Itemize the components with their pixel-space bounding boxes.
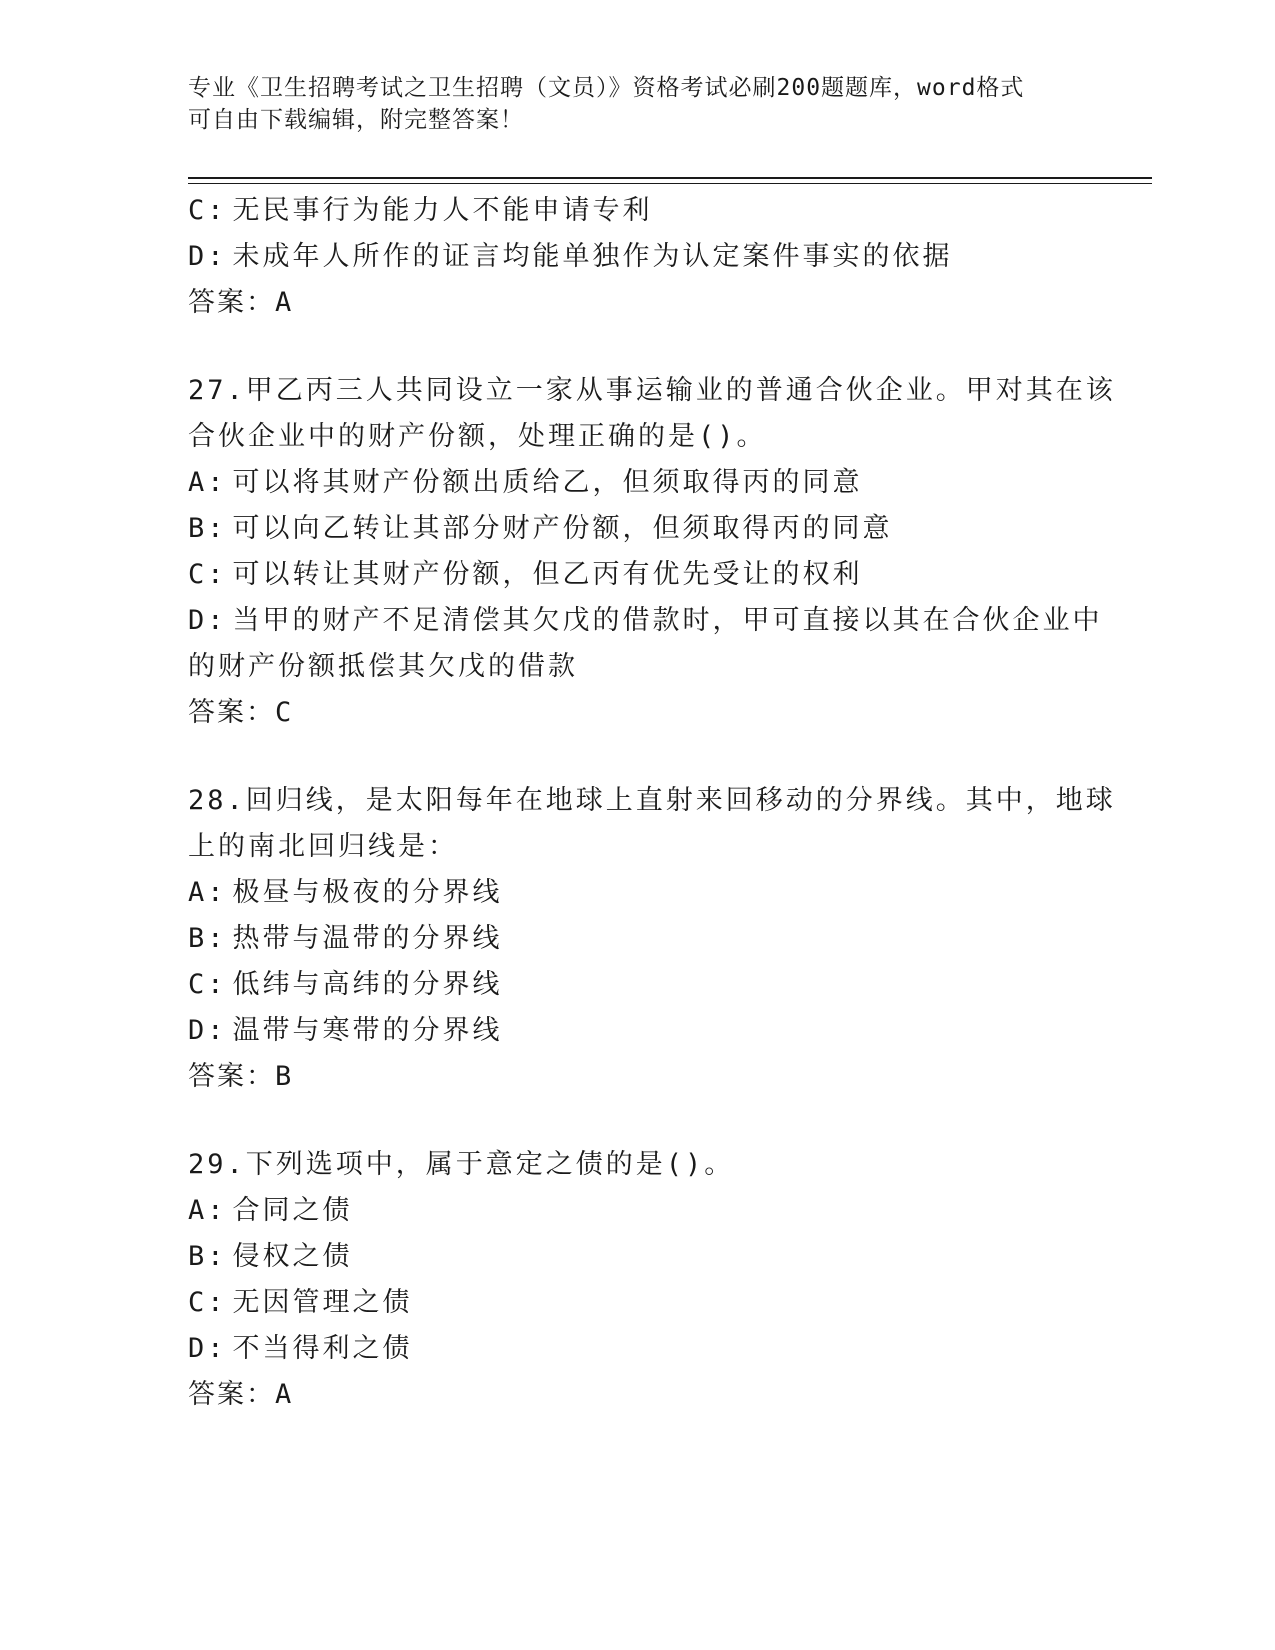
option-continuation: 的财产份额抵偿其欠戊的借款 (188, 651, 578, 682)
option-line (188, 460, 1088, 506)
option-text: 无民事行为能力人不能申请专利 (232, 195, 653, 226)
option-line (188, 234, 1088, 280)
option-text: 无因管理之债 (232, 1287, 413, 1318)
option-key: A: (188, 1195, 227, 1226)
option-key: D: (188, 241, 227, 272)
header-line-2: 可自由下载编辑，附完整答案！ (188, 107, 524, 133)
option-line (188, 1008, 1088, 1054)
answer-line: 答案：C (188, 697, 294, 728)
question-content (188, 188, 1116, 1418)
option-line (188, 552, 1088, 598)
option-line (188, 1280, 1088, 1326)
option-text: 可以向乙转让其部分财产份额，但须取得丙的同意 (232, 513, 893, 544)
option-text: 可以转让其财产份额，但乙丙有优先受让的权利 (232, 559, 863, 590)
answer-line: 答案：A (188, 287, 294, 318)
option-key: B: (188, 513, 227, 544)
header-line-1: 专业《卫生招聘考试之卫生招聘（文员）》资格考试必刷200题题库，word格式 (188, 75, 1025, 101)
option-text: 热带与温带的分界线 (232, 923, 503, 954)
question-stem: 27.甲乙丙三人共同设立一家从事运输业的普通合伙企业。甲对其在该 (188, 375, 1116, 406)
option-line (188, 1188, 1088, 1234)
question-stem: 合伙企业中的财产份额，处理正确的是()。 (188, 421, 767, 452)
option-line (188, 916, 1088, 962)
option-key: A: (188, 877, 227, 908)
option-text: 侵权之债 (232, 1241, 353, 1272)
question-stem: 上的南北回归线是： (188, 831, 458, 862)
option-key: C: (188, 195, 227, 226)
option-text: 未成年人所作的证言均能单独作为认定案件事实的依据 (232, 241, 953, 272)
option-text: 极昼与极夜的分界线 (232, 877, 503, 908)
option-text: 可以将其财产份额出质给乙，但须取得丙的同意 (232, 467, 863, 498)
option-line (188, 598, 1103, 644)
option-line (188, 870, 1088, 916)
header-divider-thin (188, 183, 1152, 184)
option-line (188, 188, 1088, 234)
option-text: 不当得利之债 (232, 1333, 413, 1364)
option-key: D: (188, 605, 227, 636)
header-divider-thick (188, 177, 1152, 179)
option-line (188, 506, 1088, 552)
option-key: B: (188, 1241, 227, 1272)
option-text: 低纬与高纬的分界线 (232, 969, 503, 1000)
option-text: 合同之债 (232, 1195, 353, 1226)
option-text: 当甲的财产不足清偿其欠戊的借款时，甲可直接以其在合伙企业中 (232, 605, 1103, 636)
option-line (188, 1326, 1088, 1372)
option-key: C: (188, 559, 227, 590)
option-text: 温带与寒带的分界线 (232, 1015, 503, 1046)
option-key: C: (188, 1287, 227, 1318)
answer-line: 答案：A (188, 1379, 294, 1410)
question-stem: 29.下列选项中，属于意定之债的是()。 (188, 1149, 735, 1180)
option-key: C: (188, 969, 227, 1000)
option-key: A: (188, 467, 227, 498)
option-key: D: (188, 1015, 227, 1046)
option-line (188, 1234, 1088, 1280)
answer-line: 答案：B (188, 1061, 294, 1092)
option-key: D: (188, 1333, 227, 1364)
option-key: B: (188, 923, 227, 954)
option-line (188, 962, 1088, 1008)
document-header (188, 72, 1068, 136)
question-stem: 28.回归线，是太阳每年在地球上直射来回移动的分界线。其中，地球 (188, 785, 1116, 816)
